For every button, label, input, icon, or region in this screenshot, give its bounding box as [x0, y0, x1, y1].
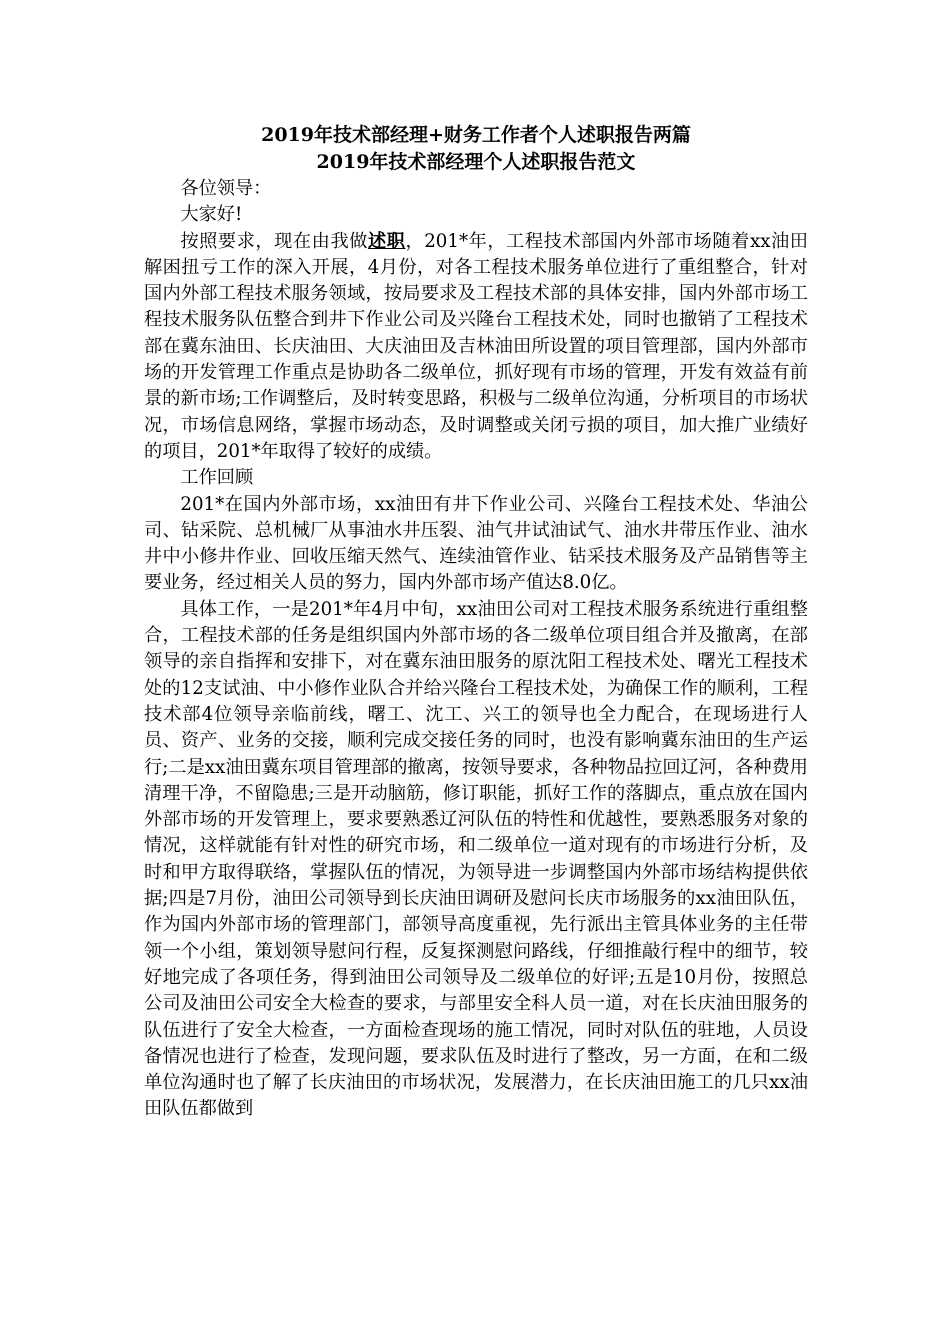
keyword-link-shuzhi[interactable]: 述职	[367, 230, 406, 252]
details-paragraph: 具体工作，一是201*年4月中旬，xx油田公司对工程技术服务系统进行重组整合，工程技术部的任务是组织国内外部市场的各二级单位项目组合并及撤离，在部领导的亲自指挥和安排下，对在冀东油田服务的原沈阳工程技术处、曙光工程技术处的12支试油、中小修作业队合并给兴隆台工程技术处，为确保工作的顺利，工程技术部4位领导亲临前线，曙工、沈工、兴工的领导也全力配合，在现场进行人员、资产、业务的交接，顺利完成交接任务的同时，也没有影响冀东油田的生产运行;二是xx油田冀东项目管理部的撤离，按领导要求，各种物品拉回辽河，各种费用清理干净，不留隐患;三是开动脑筋，修订职能，抓好工作的落脚点，重点放在国内外部市场的开发管理上，要求要熟悉辽河队伍的特性和优越性，要熟悉服务对象的情况，这样就能有针对性的研究市场，和二级单位一道对现有的市场进行分析，及时和甲方取得联络，掌握队伍的情况，为领导进一步调整国内外部市场结构提供依据;四是7月份，油田公司领导到长庆油田调研及慰问长庆市场服务的xx油田队伍，作为国内外部市场的管理部门，部领导高度重视，先行派出主管具体业务的主任带领一个小组，策划领导慰问行程，反复探测慰问路线，仔细推敲行程中的细节，较好地完成了各项任务，得到油田公司领导及二级单位的好评;五是10月份，按照总公司及油田公司安全大检查的要求，与部里安全科人员一道，对在长庆油田服务的队伍进行了安全大检查，一方面检查现场的施工情况，同时对队伍的驻地，人员设备情况也进行了检查，发现问题，要求队伍及时进行了整改，另一方面，在和二级单位沟通时也了解了长庆油田的市场状况，发展潜力，在长庆油田施工的几只xx油田队伍都做到	[144, 598, 808, 1120]
review-paragraph: 201*在国内外部市场，xx油田有井下作业公司、兴隆台工程技术处、华油公司、钻采院、总机械厂从事油水井压裂、油气井试油试气、油水井带压作业、油水井中小修井作业、回收压缩天然气、连续油管作业、钻采技术服务及产品销售等主要业务，经过相关人员的努力，国内外部市场产值达8.0亿。	[144, 493, 808, 594]
greeting: 大家好!	[180, 204, 243, 226]
document-subtitle: 2019年技术部经理个人述职报告范文	[316, 151, 636, 173]
section-heading: 工作回顾	[180, 467, 254, 489]
document-page	[144, 118, 808, 1123]
document-title: 2019年技术部经理+财务工作者个人述职报告两篇	[261, 124, 691, 146]
intro-text-start: 按照要求，现在由我做	[180, 230, 368, 252]
intro-paragraph	[144, 229, 808, 466]
intro-text-rest: ，201*年，工程技术部国内外部市场随着xx油田解困扭亏工作的深入开展，4月份，对各工程技术服务单位进行了重组整合，针对国内外部工程技术服务领域，按局要求及工程技术部的具体安排，国内外部市场工程技术服务队伍整合到井下作业公司及兴隆台工程技术处，同时也撤销了工程技术部在冀东油田、长庆油田、大庆油田及吉林油田所设置的项目管理部，国内外部市场的开发管理工作重点是协助各二级单位，抓好现有市场的管理，开发有效益有前景的新市场;工作调整后，及时转变思路，积极与二级单位沟通，分析项目的市场状况，市场信息网络，掌握市场动态，及时调整或关闭亏损的项目，加大推广业绩好的项目，201*年取得了较好的成绩。	[144, 230, 808, 462]
salutation: 各位领导：	[180, 178, 272, 199]
